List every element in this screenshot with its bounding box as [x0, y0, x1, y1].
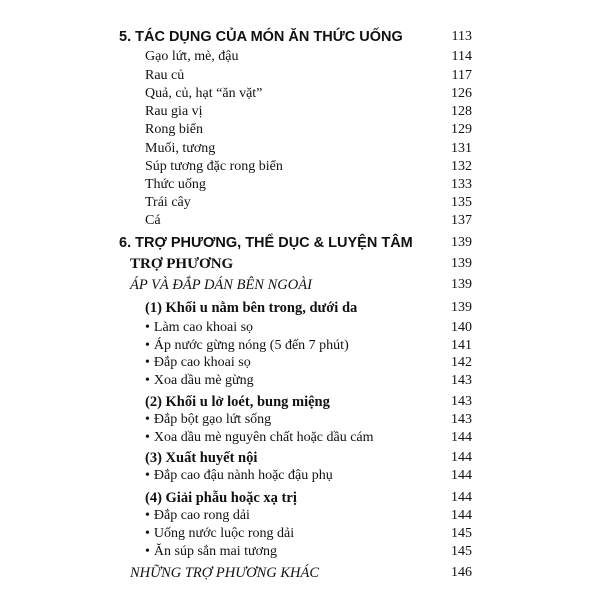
- toc-entry-label: • Đắp bột gạo lứt sống: [145, 412, 271, 428]
- toc-entry-label: ÁP VÀ ĐẮP DÁN BÊN NGOÀI: [130, 277, 312, 293]
- toc-entry-label: (2) Khối u lở loét, bung miệng: [145, 394, 330, 410]
- toc-page-number: 126: [451, 86, 472, 101]
- toc-entry-label: 5. TÁC DỤNG CỦA MÓN ĂN THỨC UỐNG: [119, 29, 403, 45]
- toc-page-number: 144: [451, 468, 472, 483]
- toc-page-number: 141: [451, 338, 472, 353]
- toc-entry-label: • Xoa dầu mè gừng: [145, 373, 254, 389]
- toc-entry-label: TRỢ PHƯƠNG: [130, 256, 234, 272]
- toc-page-number: 137: [451, 213, 472, 228]
- toc-page-number: 128: [451, 104, 472, 119]
- toc-page-number: 144: [451, 490, 472, 505]
- toc-entry-label: Rau gia vị: [145, 104, 203, 119]
- toc-entry-label: • Ăn súp sắn mai tương: [145, 544, 277, 560]
- toc-page-number: 133: [451, 177, 472, 192]
- toc-page-number: 114: [451, 49, 472, 64]
- toc-page-number: 131: [451, 141, 472, 156]
- toc-entry-label: Trái cây: [145, 195, 191, 210]
- toc-page-number: 135: [451, 195, 472, 210]
- toc-page-number: 144: [451, 508, 472, 523]
- toc-entry-label: 6. TRỢ PHƯƠNG, THỂ DỤC & LUYỆN TÂM: [119, 235, 413, 251]
- toc-page-number: 132: [451, 159, 472, 174]
- toc-entry-label: • Đắp cao đậu nành hoặc đậu phụ: [145, 468, 333, 484]
- toc-entry-label: Rau củ: [145, 68, 185, 83]
- toc-entry-label: NHỮNG TRỢ PHƯƠNG KHÁC: [130, 565, 320, 581]
- toc-page-number: 143: [451, 394, 472, 409]
- toc-entry-label: Cá: [145, 213, 161, 228]
- toc-entry-label: • Làm cao khoai sọ: [145, 320, 253, 336]
- toc-page-number: 146: [451, 565, 472, 580]
- toc-page-number: 139: [451, 256, 472, 271]
- toc-entry-label: Rong biển: [145, 122, 203, 137]
- toc-entry-label: Quả, củ, hạt “ăn vặt”: [145, 86, 263, 101]
- toc-page-number: 117: [451, 68, 472, 83]
- toc-entry-label: Muối, tương: [145, 141, 216, 156]
- toc-entry-label: (1) Khối u nằm bên trong, dưới da: [145, 300, 358, 316]
- toc-entry-label: • Áp nước gừng nóng (5 đến 7 phút): [145, 338, 349, 354]
- toc-page-number: 113: [451, 29, 472, 44]
- toc-entry-label: Gạo lứt, mè, đậu: [145, 49, 239, 64]
- toc-page-number: 142: [451, 355, 472, 370]
- toc-entry-label: (3) Xuất huyết nội: [145, 450, 258, 466]
- toc-page-number: 139: [451, 235, 472, 250]
- toc-page-number: 143: [451, 412, 472, 427]
- toc-page-number: 145: [451, 544, 472, 559]
- toc-page-number: 145: [451, 526, 472, 541]
- toc-entry-label: • Uống nước luộc rong dải: [145, 526, 294, 542]
- toc-page-number: 144: [451, 430, 472, 445]
- toc-entry-label: • Đắp cao rong dải: [145, 508, 250, 524]
- toc-page-number: 140: [451, 320, 472, 335]
- toc-page-number: 143: [451, 373, 472, 388]
- toc-page-number: 144: [451, 450, 472, 465]
- toc-entry-label: (4) Giải phẫu hoặc xạ trị: [145, 490, 297, 506]
- toc-entry-label: • Đắp cao khoai sọ: [145, 355, 251, 371]
- toc-entry-label: • Xoa dầu mè nguyên chất hoặc dầu cám: [145, 430, 374, 446]
- toc-entry-label: Thức uống: [145, 177, 206, 192]
- toc-entry-label: Súp tương đặc rong biển: [145, 159, 283, 174]
- toc-page-number: 139: [451, 277, 472, 292]
- toc-page-number: 129: [451, 122, 472, 137]
- toc-page-number: 139: [451, 300, 472, 315]
